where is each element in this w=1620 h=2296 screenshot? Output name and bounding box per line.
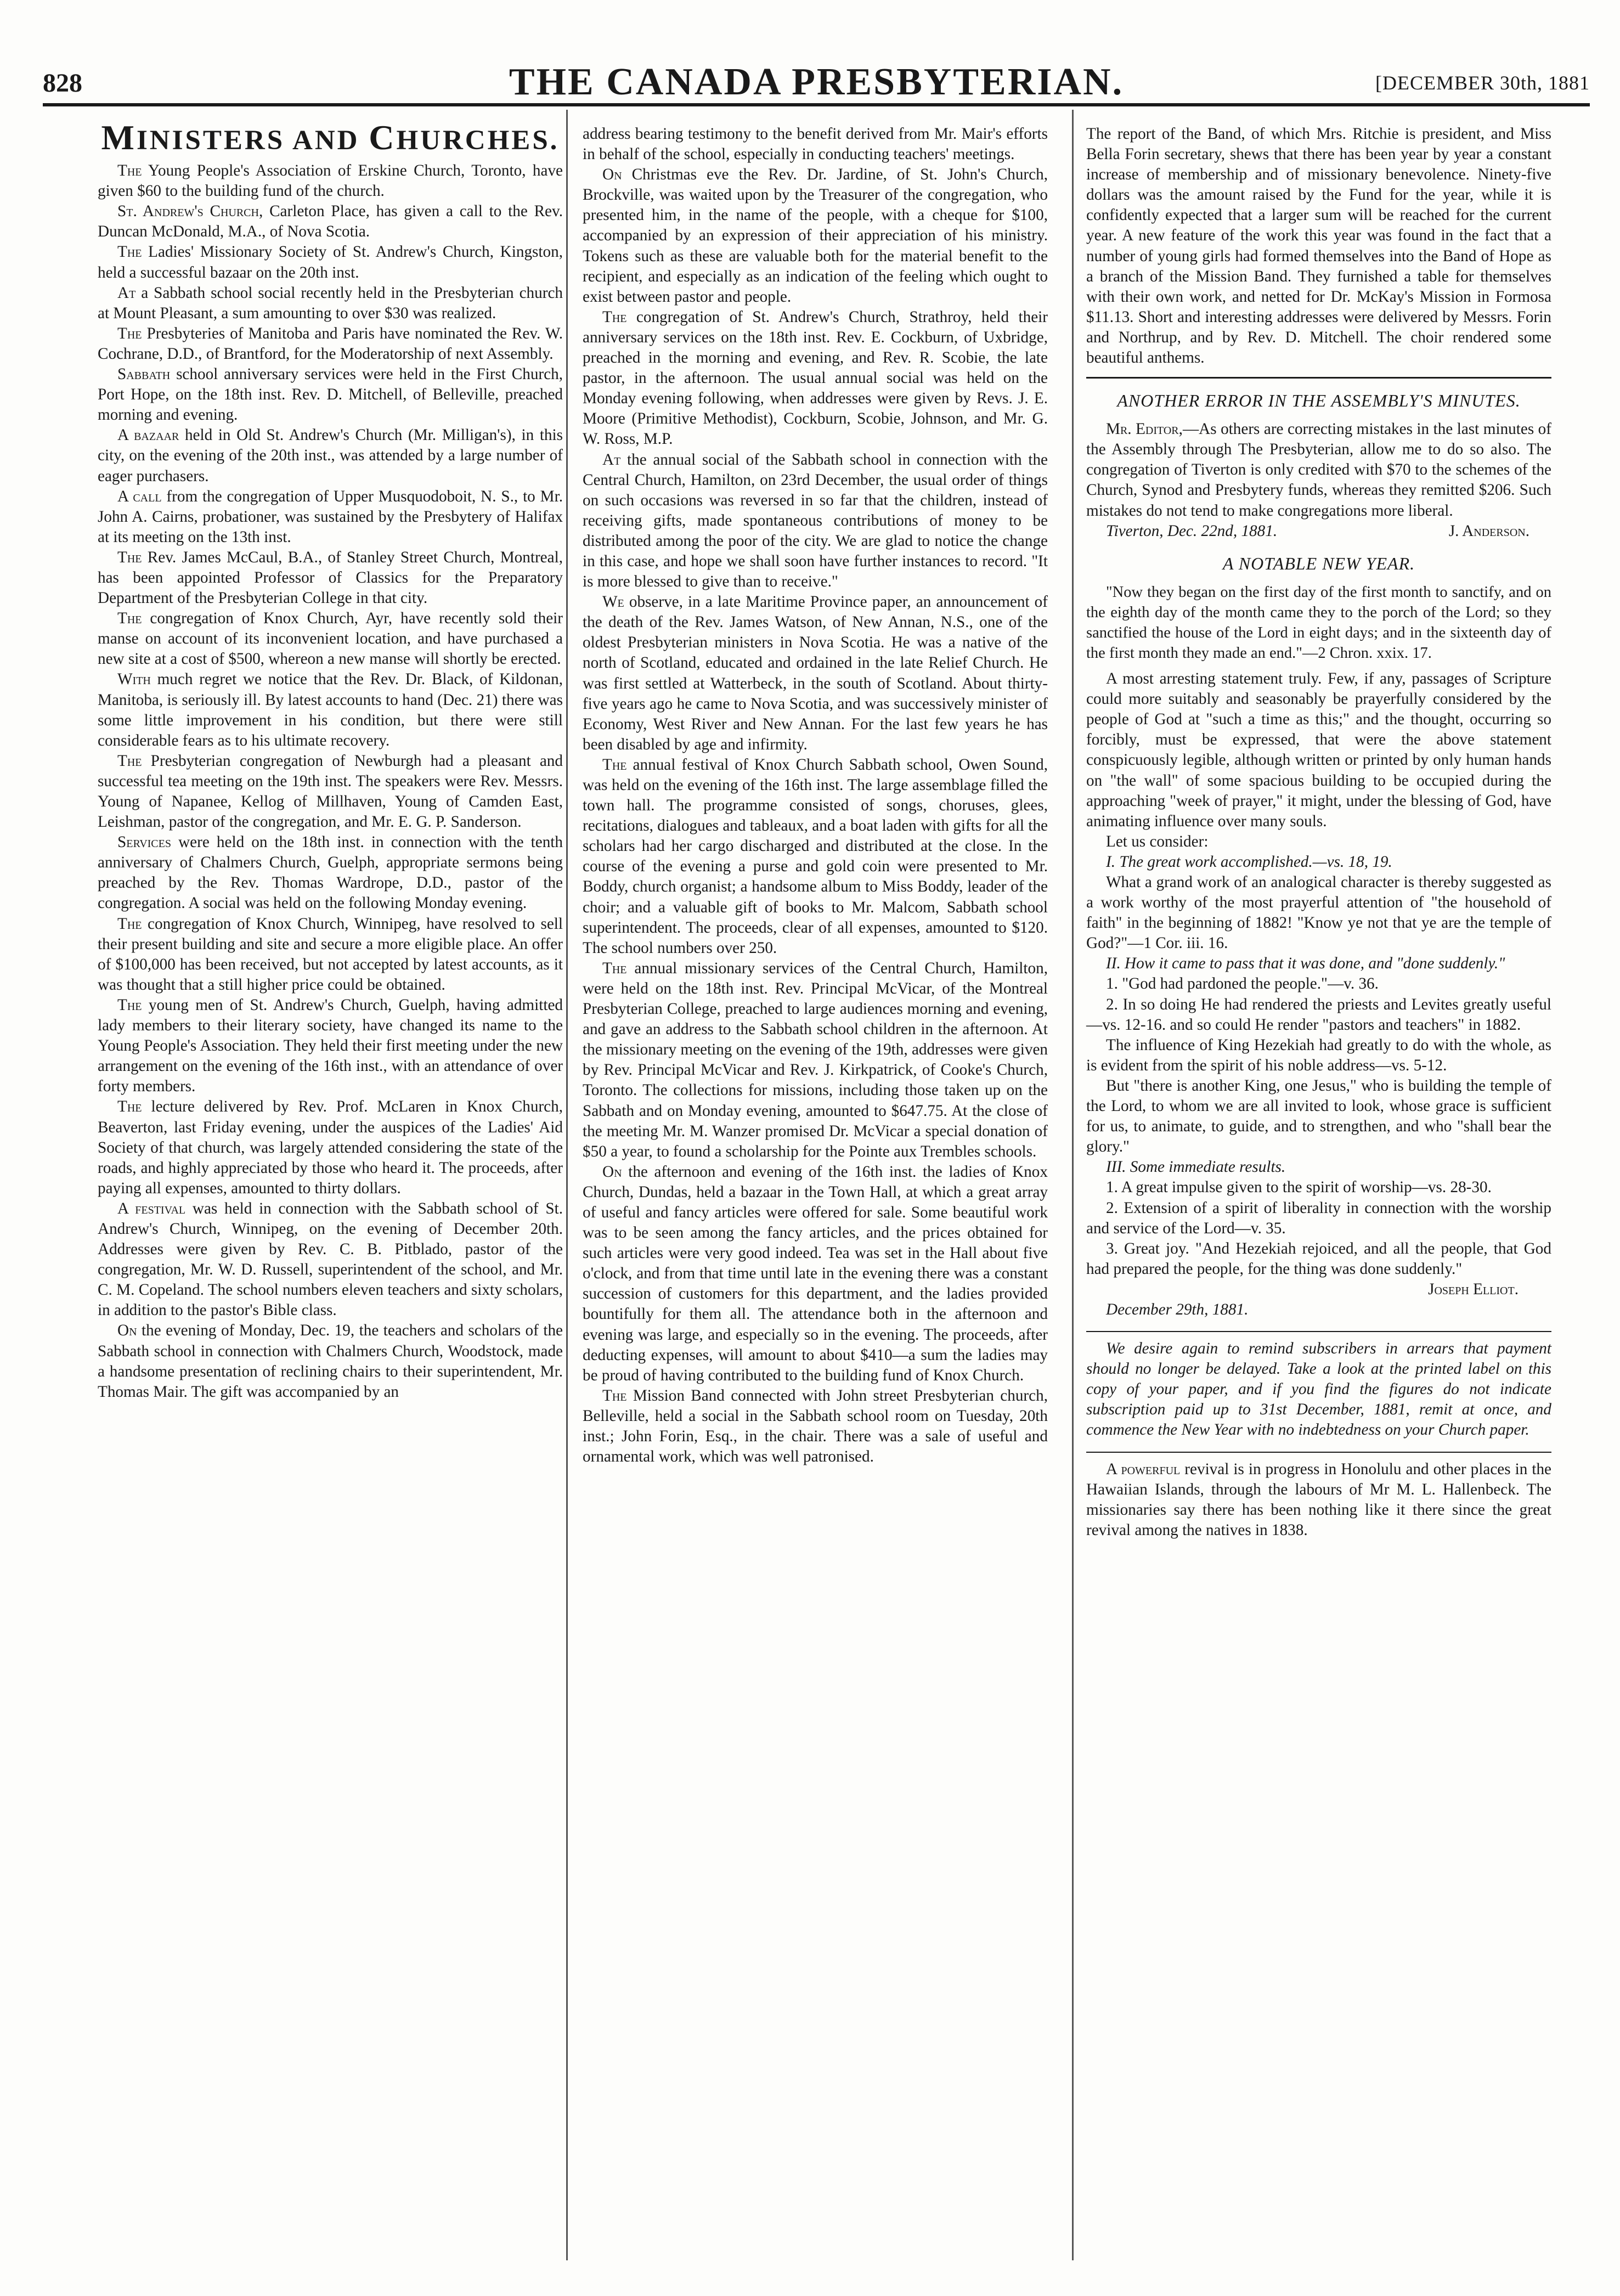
lead-words: Sabbath	[117, 365, 171, 383]
article-paragraph	[98, 669, 563, 751]
lead-words: The	[117, 162, 142, 180]
lead-words: On	[602, 1163, 622, 1181]
paragraph-text: held in Old St. Andrew's Church (Mr. Milligan's), in this city, on the evening of the 20th inst., was attended by a large number of eager purchasers.	[98, 426, 563, 485]
article-paragraph	[583, 1386, 1048, 1467]
lead-words: The	[117, 996, 142, 1014]
paragraph-text: Carleton Place, has given a call to the Rev. Duncan McDonald, M.A., of Nova Scotia.	[98, 202, 563, 241]
lead-words: We	[602, 593, 624, 611]
article-paragraph	[98, 1097, 563, 1198]
article-paragraph	[98, 1199, 563, 1321]
paragraph-text: Presbyterian congregation of Newburgh had a pleasant and successful tea meeting on the 19th inst. The speakers were Rev. Messrs. Young of Napanee, Kellog of Millhaven, Young of Camden East, Leishman, pastor of the congregation, and Mr. E. G. P. Sanderson.	[98, 752, 563, 831]
article-paragraph	[98, 548, 563, 608]
lead-words: Services	[117, 833, 171, 851]
lead-words: The	[117, 752, 142, 770]
article-paragraph	[98, 995, 563, 1097]
article-divider	[1086, 1452, 1551, 1453]
lead-words: The	[602, 755, 627, 774]
lead-words: A festival	[117, 1199, 186, 1217]
lead-words: Mr. Editor,	[1106, 420, 1183, 438]
numbered-point: 3. Great joy. "And Hezekiah rejoiced, and all the people, that God had prepared the people, for the thing was done suddenly."	[1086, 1239, 1551, 1278]
paragraph-text: —As others are correcting mistakes in the last minutes of the Assembly through The Presbyterian, allow me to do so also. The congregation of Tiverton is only credited with $70 to the schemes of the Church, Synod and Presbytery funds, whereas they remitted $206. Such mistakes do not tend to make congregations more liberal.	[1086, 420, 1551, 520]
paragraph-text: congregation of Knox Church, Winnipeg, have resolved to sell their present building and site and secure a more eligible place. An offer of $100,000 has been received, but not accepted by latest accounts, as it was thought that a still higher price could be obtained.	[98, 915, 563, 994]
article-paragraph: What a grand work of an analogical character is thereby suggested as a work worthy of the most prayerful attention of "the household of faith" in the beginning of 1882! "Know ye not that ye are the temple of God?"—1 Cor. iii. 16.	[1086, 873, 1551, 952]
paragraph-text: address bearing testimony to the benefit derived from Mr. Mair's efforts in behalf of the school, especially in conducting teachers' meetings.	[583, 125, 1048, 163]
article-paragraph	[98, 425, 563, 486]
paragraph-text: revival is in progress in Honolulu and other places in the Hawaiian Islands, through the labours of Mr M. L. Hallenbeck. The missionaries say there has been nothing like it there since the great revival among the natives in 1838.	[1086, 1460, 1551, 1539]
paragraph-text: congregation of Knox Church, Ayr, have recently sold their manse on account of its inconvenient location, and have purchased a new site at a cost of $500, whereon a new manse will shortly be erected.	[98, 610, 563, 668]
lead-words: A powerful	[1106, 1460, 1181, 1478]
paragraph-text: annual festival of Knox Church Sabbath school, Owen Sound, was held on the evening of the 16th inst. The large assemblage filled the town hall. The programme consisted of songs, choruses, glees, recitations, dialogues and tableaux, and a boat laden with gifts for all the scholars had her cargo discharged and distributed at the close. In the course of the evening a purse and gold coin were presented to Mr. Boddy, church organist; a handsome album to Miss Boddy, leader of the choir; and a valuable gift of books to Mr. Malcom, Sabbath school superintendent. The proceeds, clear of all expenses, amounted to $120. The school numbers over 250.	[583, 755, 1048, 957]
section-title-cap: C	[369, 118, 397, 157]
article-paragraph	[98, 1321, 563, 1402]
lead-words: At	[602, 450, 621, 469]
article-paragraph	[98, 914, 563, 995]
signature-name: J. Anderson.	[1448, 522, 1529, 540]
section-title	[98, 118, 563, 157]
signature-date: December 29th, 1881.	[1106, 1300, 1249, 1318]
paragraph-text: Young People's Association of Erskine Church, Toronto, have given $60 to the building fund of the church.	[98, 162, 563, 200]
article-paragraph	[98, 242, 563, 283]
numbered-point: 2. Extension of a spirit of liberality in connection with the worship and service of the Lord—v. 35.	[1086, 1199, 1551, 1237]
article-paragraph	[98, 608, 563, 669]
section-title-part: INISTERS AND	[136, 125, 369, 156]
article-paragraph	[98, 364, 563, 425]
article-divider	[1086, 1331, 1551, 1332]
article-subheading: III. Some immediate results.	[1106, 1158, 1286, 1176]
numbered-point: 1. "God had pardoned the people."—v. 36.	[1106, 975, 1379, 993]
article-paragraph	[98, 324, 563, 364]
paragraph-text: were held on the 18th inst. in connection with the tenth anniversary of Chalmers Church, Guelph, appropriate sermons being preached by the Rev. Thomas Wardrope, D.D., pastor of the congregation. A social was held on the following Monday evening.	[98, 833, 563, 912]
section-title-part: HURCHES.	[396, 125, 560, 156]
article-paragraph	[583, 124, 1048, 165]
paragraph-text: Ladies' Missionary Society of St. Andrew's Church, Kingston, held a successful bazaar on the 20th inst.	[98, 243, 563, 281]
lead-words: On	[117, 1322, 137, 1340]
article-paragraph: The influence of King Hezekiah had greatly to do with the whole, as is evident from the spirit of his noble address—vs. 5-12.	[1086, 1036, 1551, 1074]
lead-words: A bazaar	[117, 426, 179, 444]
column-2	[583, 124, 1048, 1467]
article-paragraph	[583, 1162, 1048, 1386]
lead-words: The	[602, 959, 627, 977]
article-paragraph	[1086, 1459, 1551, 1541]
paragraph-text: young men of St. Andrew's Church, Guelph, having admitted lady members to their literary society, have changed its name to the Young People's Association. They held their first meeting under the new arrangement on the evening of the 16th inst., with an attendance of over forty members.	[98, 996, 563, 1096]
lead-words: The	[117, 610, 142, 628]
letter-signature	[1086, 521, 1551, 541]
paragraph-text: Mission Band connected with John street Presbyterian church, Belleville, held a social in the Sabbath school room on Tuesday, 20th inst.; John Forin, Esq., in the chair. There was a sale of useful and ornamental work, which was well patronised.	[583, 1386, 1048, 1466]
article-paragraph: A most arresting statement truly. Few, if any, passages of Scripture could more suitably and seasonably be prayerfully considered by the people of God at "such a time as this;" and the thought, occurring so forcibly, must be expressed, that were the above statement conspicuously legible, although written or printed by only human hands on "the wall" of some spacious building to be occupied during the approaching "week of prayer," it might, under the blessing of God, have animating influence over many souls.	[1086, 670, 1551, 830]
numbered-point: 2. In so doing He had rendered the priests and Levites greatly useful—vs. 12-16. and so could He render "pastors and teachers" in 1882.	[1086, 995, 1551, 1034]
article-paragraph	[98, 283, 563, 324]
paragraph-text: Presbyteries of Manitoba and Paris have nominated the Rev. W. Cochrane, D.D., of Brantford, for the Moderatorship of next Assembly.	[98, 324, 563, 363]
page-header	[43, 53, 1590, 102]
column-1	[98, 118, 563, 1402]
lead-words: With	[117, 670, 151, 689]
column-divider	[566, 110, 568, 2260]
paragraph-text: Rev. James McCaul, B.A., of Stanley Street Church, Montreal, has been appointed Professor of Classics for the Preparatory Department of the Presbyterian College in that city.	[98, 548, 563, 607]
lead-words: The	[602, 1386, 627, 1404]
paragraph-text: congregation of St. Andrew's Church, Strathroy, held their anniversary services on the 18th inst. Rev. E. Cockburn, of Uxbridge, preached in the morning and evening, and Rev. R. Scobie, the late pastor, in the afternoon. The usual annual social was held on the Monday evening following, when addresses were given by Revs. J. E. Moore (Primitive Methodist), Cockburn, Scobie, Johnson, and Mr. G. W. Ross, M.P.	[583, 308, 1048, 448]
lead-words: The	[117, 1098, 142, 1116]
issue-date: [DECEMBER 30th, 1881	[1375, 72, 1590, 94]
lead-words: On	[602, 166, 622, 184]
paragraph-text: the afternoon and evening of the 16th inst. the ladies of Knox Church, Dundas, held a bazaar in the Town Hall, at which a great array of useful and fancy articles were offered for sale. Some beautiful work was to be seen among the fancy articles, and the prices obtained for such articles were very good indeed. Tea was set in the Hall about five o'clock, and from that time until late in the evening there was a constant succession of customers for this department, and the ladies provided bountifully for them all. The attendance both in the afternoon and evening was large, and especially so in the evening. The proceeds, after deducting expenses, will amount to about $410—a sum the ladies may be proud of having contributed to the building fund of Knox Church.	[583, 1163, 1048, 1384]
lead-words: The	[117, 243, 142, 261]
paragraph-text: annual missionary services of the Central Church, Hamilton, were held on the 18th inst. Rev. Principal McVicar, of the Montreal Presbyterian College, preached to large audiences morning and evening, and gave an address to the Sabbath school children in the afternoon. At the missionary meeting on the evening of the 19th, addresses were given by Rev. Principal McVicar and Rev. J. Kirkpatrick, of Cooke's Church, Toronto. The collections for missions, including those taken up on the Sabbath and on Monday evening, amounted to $647.75. At the close of the meeting Mr. M. Wanzer promised Dr. McVicar a special donation of $50 a year, to found a scholarship for the Pointe aux Trembles schools.	[583, 959, 1048, 1160]
paragraph-text: school anniversary services were held in the First Church, Port Hope, on the 18th inst. Rev. D. Mitchell, of Belleville, preached morning and evening.	[98, 365, 563, 424]
article-paragraph	[98, 751, 563, 832]
article-paragraph: The report of the Band, of which Mrs. Ritchie is president, and Miss Bella Forin secretary, shews that there has been year by year a constant increase of membership and of missionary benevolence. Ninety-five dollars was the amount raised by the Fund for the year, while it is confidently expected that a larger sum will be reached for the current year. A new feature of the work this year was found in the fact that a number of young girls had formed themselves into the Band of Hope as a branch of the Mission Band. They furnished a table for themselves with their own work, and netted for Dr. McKay's Mission in Formosa $11.13. Short and interesting addresses were delivered by Messrs. Forin and Northrup, and by Rev. D. Mitchell. The choir rendered some beautiful anthems.	[1086, 125, 1551, 367]
lead-words: At	[117, 284, 136, 302]
article-paragraph	[583, 755, 1048, 958]
paragraph-text: was held in connection with the Sabbath school of St. Andrew's Church, Winnipeg, on the evening of December 20th. Addresses were given by Rev. C. B. Pitblado, pastor of the congregation, Mr. W. D. Russell, superintendent of the school, and Mr. C. M. Copeland. The school numbers eleven teachers and sixty scholars, in addition to the pastor's Bible class.	[98, 1199, 563, 1319]
paragraph-text: the annual social of the Sabbath school in connection with the Central Church, Hamilton, on 23rd December, the usual order of things on such occasions was reversed in so far that the children, instead of receiving gifts, made spontaneous contributions of money to be distributed among the poor of the city. We are glad to notice the change in this case, and hope we shall soon have further instances to record. "It is more blessed to give than to receive."	[583, 450, 1048, 591]
signature-place: Tiverton, Dec. 22nd, 1881.	[1106, 522, 1278, 540]
paragraph-text: the evening of Monday, Dec. 19, the teachers and scholars of the Sabbath school in connection with Chalmers Church, Woodstock, made a handsome presentation of reclining chairs to their superintendent, Mr. Thomas Mair. The gift was accompanied by an	[98, 1322, 563, 1401]
article-paragraph	[1086, 419, 1551, 521]
column-divider	[1072, 110, 1074, 2260]
article-paragraph	[98, 201, 563, 242]
paragraph-text: much regret we notice that the Rev. Dr. Black, of Kildonan, Manitoba, is seriously ill. By latest accounts to hand (Dec. 21) there was some little improvement in his condition, but there were still considerable fears as to his ultimate recovery.	[98, 670, 563, 749]
article-heading: A NOTABLE NEW YEAR.	[1222, 553, 1415, 573]
lead-words: The	[117, 548, 142, 566]
article-paragraph: But "there is another King, one Jesus," who is building the temple of the Lord, to whom we are all invited to look, whose grace is sufficient for us, to animate, to guide, and to strengthen, and who "shall bear the glory."	[1086, 1076, 1551, 1156]
article-divider	[1086, 377, 1551, 379]
numbered-point: 1. A great impulse given to the spirit of worship—vs. 28-30.	[1106, 1178, 1492, 1197]
article-paragraph	[583, 307, 1048, 450]
page-number: 828	[43, 69, 82, 98]
section-title-cap: M	[101, 118, 137, 157]
article-paragraph	[583, 592, 1048, 755]
article-paragraph	[98, 487, 563, 548]
paragraph-text: observe, in a late Maritime Province paper, an announcement of the death of the Rev. James Watson, of New Annan, N.S., one of the oldest Presbyterian ministers in Nova Scotia. He was a native of the north of Scotland, educated and ordained in the late Relief Church. He was first settled at Watterbeck, in the south of Scotland. About thirty-five years ago he came to Nova Scotia, and was successively minister of Economy, West River and New Annan. For the last few years he has been disabled by age and infirmity.	[583, 593, 1048, 753]
lead-words: A call	[117, 487, 162, 505]
column-3	[1086, 124, 1551, 1541]
article-paragraph	[583, 165, 1048, 307]
paragraph-text: from the congregation of Upper Musquodoboit, N. S., to Mr. John A. Cairns, probationer, was sustained by the Presbytery of Halifax at its meeting on the 13th inst.	[98, 487, 563, 546]
article-paragraph	[583, 958, 1048, 1162]
paragraph-text: a Sabbath school social recently held in the Presbyterian church at Mount Pleasant, a sum amounting to over $30 was realized.	[98, 284, 563, 322]
lead-words: The	[117, 915, 142, 933]
signature-name: Joseph Elliot.	[1428, 1280, 1519, 1298]
article-paragraph: Let us consider:	[1106, 832, 1209, 850]
subscriber-notice: We desire again to remind subscribers in arrears that payment should no longer be delayed. Take a look at the printed label on this copy of your paper, and if you find the figures do not indicate subscription paid up to 31st December, 1881, remit at once, and commence the New Year with no indebtedness on your Church paper.	[1086, 1340, 1551, 1439]
article-subheading: I. The great work accomplished.—vs. 18, 19.	[1106, 853, 1392, 871]
paragraph-text: Christmas eve the Rev. Dr. Jardine, of St. John's Church, Brockville, was waited upon by the Treasurer of the congregation, who presented him, in the name of the people, with a cheque for $100, accompanied by an expression of their appreciation of his ministry. Tokens such as these are valuable both for the material benefit to the recipient, and especially as an indication of the feeling which ought to exist between pastor and people.	[583, 166, 1048, 306]
article-paragraph	[98, 161, 563, 201]
article-paragraph	[98, 832, 563, 913]
scripture-quote: "Now they began on the first day of the first month to sanctify, and on the eighth day of the month came they to the porch of the Lord; so they sanctified the house of the Lord in eight days; and in the sixteenth day of the first month they made an end."—2 Chron. xxix. 17.	[1086, 583, 1551, 662]
lead-words: The	[602, 308, 627, 326]
lead-words: St. Andrew's Church,	[117, 202, 263, 221]
article-paragraph	[583, 450, 1048, 593]
header-rule	[43, 103, 1590, 106]
article-subheading: II. How it came to pass that it was done, and "done suddenly."	[1106, 955, 1505, 973]
masthead-title: THE CANADA PRESBYTERIAN.	[509, 61, 1124, 103]
paragraph-text: lecture delivered by Rev. Prof. McLaren in Knox Church, Beaverton, last Friday evening, under the auspices of the Ladies' Aid Society of that church, was largely attended considering the state of the roads, and highly appreciated by those who heard it. The proceeds, after paying all expenses, amounted to thirty dollars.	[98, 1098, 563, 1197]
article-heading: ANOTHER ERROR IN THE ASSEMBLY'S MINUTES.	[1117, 391, 1521, 411]
lead-words: The	[117, 324, 142, 342]
